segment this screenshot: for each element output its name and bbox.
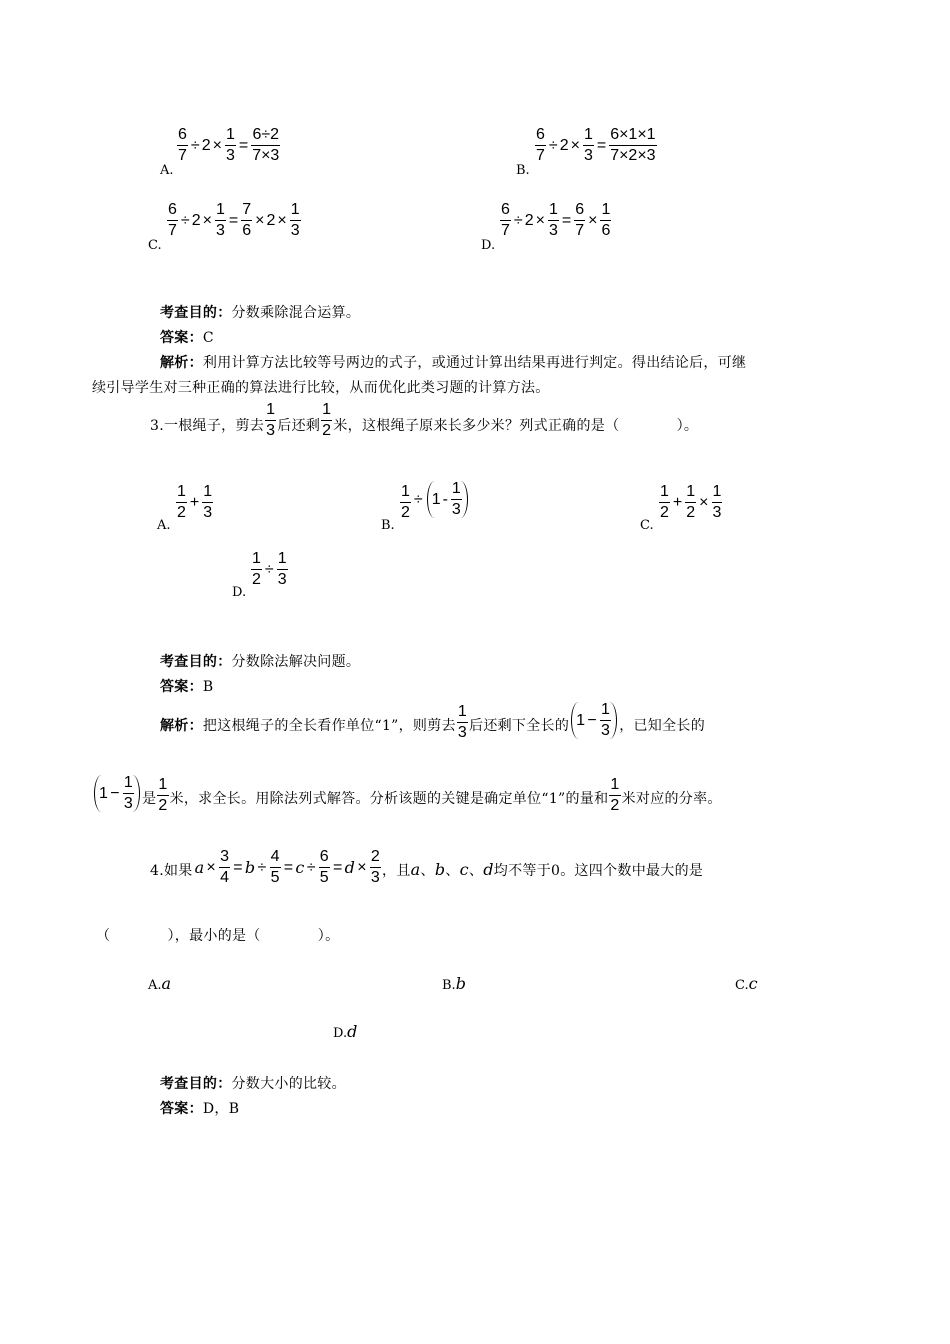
q3-analysis-line2: 1 − $\frac{1}{3}$ 是 1 2 米，求全长。用除法列式解答。分析该题的关键是确定单位“1”的量和 1 2 米对应的分率。	[92, 775, 722, 814]
q2-option-b-expression: $\frac{6}{7}$ ÷ 2 × $\frac{1}{3}$ = $\frac{6\times 1\times 1}{7\times 2\times 3}$	[536, 126, 656, 164]
q3-answer: 答案：B	[160, 679, 214, 695]
q3-stem: 3.一根绳子，剪去 1 3 后还剩 1 2 米，这根绳子原来长多少米？列式正确的是（ ）。	[150, 401, 699, 439]
q2-purpose: 考查目的：分数乘除混合运算。	[160, 305, 361, 321]
fraction-one-half: 1 2	[322, 401, 332, 439]
q4-option-a: A.a	[148, 974, 172, 993]
q4-stem: 4.如果 a × $\frac{3}{4}$ = b ÷ $\frac{4}{5}$ = c ÷ $\frac{6}{5}$ = d × $\frac{2}{3}$ ，且 a、b、c、d 均不等于0。这四个数中最大的是	[150, 848, 704, 886]
fraction-one-third: 1 3	[266, 401, 276, 439]
option-label: D.	[481, 238, 496, 253]
q4-option-c: C.c	[735, 974, 758, 993]
option-label: D.	[232, 585, 247, 600]
q4-variable-list: a、b、c、d	[410, 860, 494, 879]
q3-option-a-expression: 1 2 + $\frac{1}{3}$	[177, 483, 213, 521]
one-minus-one-third: 1 − $\frac{1}{3}$	[94, 775, 140, 812]
q2-option-a-expression: $\frac{6}{7}$ ÷ 2 × $\frac{1}{3}$ = $\frac{6\div 2}{7\times 3}$	[178, 126, 280, 164]
q3-option-b-expression: $\frac{1}{2}$ ÷ 1 - 1 3	[399, 478, 470, 521]
q3-option-d-expression: $\frac{1}{2}$ ÷ $\frac{1}{3}$	[252, 550, 287, 588]
q2-analysis-line1: 解析：利用计算方法比较等号两边的式子，或通过计算出结果再进行判定。得出结论后，可继	[160, 355, 747, 371]
q2-option-d-expression: $\frac{6}{7}$ ÷ 2 × $\frac{1}{3}$ = $\frac{6}{7}$ × $\frac{1}{6}$	[501, 201, 611, 239]
option-label: B.	[516, 163, 530, 178]
q2-option-c-expression: $\frac{6}{7}$ ÷ 2 × $\frac{1}{3}$ = $\frac{7}{6}$ × 2 × $\frac{1}{3}$	[168, 201, 300, 239]
q2-answer: 答案：C	[160, 330, 214, 346]
q3-option-c-expression: 1 2 + $\frac{1}{2}$ × $\frac{1}{3}$	[660, 483, 722, 521]
q4-option-b: B.b	[442, 974, 466, 993]
fraction-one-half: 1 2	[158, 776, 168, 814]
q4-equation: a × $\frac{3}{4}$ = b ÷ $\frac{4}{5}$ = c ÷ $\frac{6}{5}$ = d × $\frac{2}{3}$	[194, 848, 381, 886]
option-label: C.	[640, 518, 654, 533]
q4-option-d: D.d	[333, 1022, 358, 1041]
q4-purpose: 考查目的：分数大小的比较。	[160, 1076, 346, 1092]
one-minus-one-third: 1 − $\frac{1}{3}$	[571, 702, 617, 739]
option-label: A.	[160, 163, 174, 178]
q4-stem-line2: （ ），最小的是（ ）。	[96, 928, 340, 944]
q3-purpose: 考查目的：分数除法解决问题。	[160, 654, 361, 670]
q2-analysis-line2: 续引导学生对三种正确的算法进行比较，从而优化此类习题的计算方法。	[92, 380, 550, 396]
option-label: A.	[157, 518, 171, 533]
option-label: B.	[381, 518, 395, 533]
option-label: C.	[148, 238, 162, 253]
q4-answer: 答案：D，B	[160, 1101, 240, 1117]
fraction-one-half: 1 2	[610, 776, 620, 814]
fraction-one-third: 1 3	[457, 703, 468, 741]
q3-analysis-line1: 解析： 把这根绳子的全长看作单位“1”，则剪去 1 3 后还剩下全长的 1 − $\frac{1}{3}$ ，已知全长的	[160, 701, 706, 741]
